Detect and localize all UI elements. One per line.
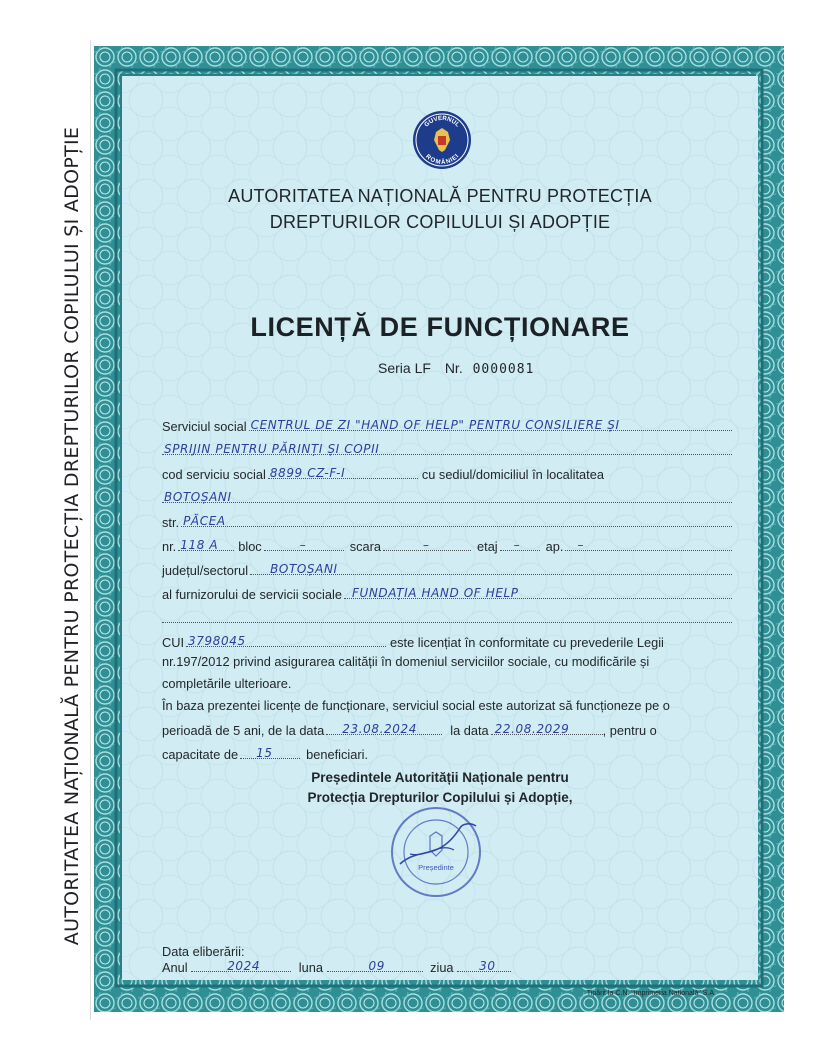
authority-name-line1: AUTORITATEA NAȚIONALĂ PENTRU PROTECȚIA (228, 186, 652, 206)
field-strada (162, 508, 732, 530)
handwritten-cui: 3798045 (188, 634, 246, 648)
handwritten-start-date: 23.08.2024 (342, 722, 417, 736)
field-serviciu-social-cont (162, 436, 732, 458)
period-middle: la data (450, 723, 489, 738)
capacity-suffix: beneficiari. (306, 747, 369, 762)
field-label: cod serviciu social (162, 467, 266, 482)
period-prefix: perioadă de 5 ani, de la data (162, 723, 325, 738)
handwritten-service-name-1: CENTRUL DE ZI "HAND OF HELP" PENTRU CONSILIERE ȘI (250, 418, 620, 432)
field-cui (162, 628, 732, 650)
handwritten-etaj: – (513, 538, 521, 552)
certificate-paper (120, 74, 756, 997)
serial-nr-value: 0000081 (472, 362, 535, 377)
field-furnizor-cont (162, 604, 732, 626)
issue-month-label: luna (298, 960, 323, 975)
field-serviciu-social (162, 412, 732, 434)
government-emblem (412, 110, 472, 170)
field-furnizor (162, 580, 732, 602)
handwritten-day: 30 (479, 959, 496, 973)
field-label: ap. (545, 539, 564, 554)
field-label: cu sediul/domiciliul în localitatea (421, 467, 604, 482)
side-authority-text: AUTORITATEA NAȚIONALĂ PENTRU PROTECȚIA DREPTURILOR COPILULUI ȘI ADOPȚIE (61, 126, 83, 946)
field-label: str. (162, 515, 180, 530)
legal-text (162, 651, 732, 717)
serial-number (378, 360, 534, 377)
field-cod-serviciu (162, 460, 732, 482)
issue-date (162, 960, 582, 980)
field-label: nr. (162, 539, 177, 554)
handwritten-service-name-2: SPRIJIN PENTRU PĂRINȚI ȘI COPII (164, 442, 380, 456)
handwritten-ap: – (577, 538, 585, 552)
serial-label: Seria LF (378, 360, 431, 376)
issue-day-label: ziua (430, 960, 454, 975)
authorization-text: În baza prezentei licențe de funcționare, serviciul social este autorizat să funcționeze pe o (162, 698, 670, 713)
handwritten-street: PĂCEA (183, 514, 226, 528)
license-certificate (94, 46, 784, 1012)
field-label: scara (349, 539, 382, 554)
handwritten-end-date: 22.08.2029 (494, 722, 570, 736)
side-margin (58, 96, 86, 976)
emblem-text-bottom: ROMÂNIEI (424, 152, 461, 167)
period-suffix: , pentru o (602, 723, 657, 738)
field-label: CUI (162, 635, 185, 650)
emblem-text-top: GUVERNUL (423, 114, 461, 129)
cui-statement: este licențiat în conformitate cu prevederile Legii (390, 635, 664, 650)
issue-year-label: Anul (162, 960, 188, 975)
printer-note: Tipărit la C.N. "Imprimeria Națională" S.A. (586, 990, 716, 997)
legal-text-line2: nr.197/2012 privind asigurarea calității în domeniul serviciilor sociale, cu modificările și (162, 654, 650, 669)
official-stamp (390, 806, 482, 898)
field-label: al furnizorului de servicii sociale (162, 587, 342, 602)
field-period (162, 716, 732, 738)
document-title: LICENȚĂ DE FUNCȚIONARE (250, 312, 630, 342)
field-label: județul/sectorul (162, 563, 249, 578)
page-edge-line (90, 40, 91, 1020)
field-judet (162, 556, 732, 578)
field-capacity (162, 740, 732, 762)
handwritten-provider: FUNDAȚIA HAND OF HELP (351, 586, 519, 600)
handwritten-locality: BOTOȘANI (164, 490, 232, 504)
handwritten-number: 118 A (180, 538, 219, 552)
capacity-prefix: capacitate de (162, 747, 239, 762)
serial-nr-label: Nr. (444, 360, 463, 376)
handwritten-county: BOTOȘANI (270, 562, 338, 576)
handwritten-year: 2024 (227, 959, 261, 973)
field-label: etaj (477, 539, 498, 554)
handwritten-service-code: 8899 CZ-F-I (269, 466, 346, 480)
legal-text-line3: completările ulterioare. (162, 676, 292, 691)
field-address-details (162, 532, 732, 554)
handwritten-month: 09 (368, 959, 385, 973)
stamp-text: Președinte (418, 863, 454, 872)
field-label: Serviciul social (162, 419, 247, 434)
authority-name-line2: DREPTURILOR COPILULUI ȘI ADOPȚIE (269, 212, 611, 232)
handwritten-capacity: 15 (256, 746, 273, 760)
field-localitate (162, 484, 732, 506)
handwritten-scara: – (423, 538, 430, 552)
signatory-line1: Președintele Autorității Naționale pentru (311, 770, 569, 785)
issue-date-label: Data eliberării: (162, 944, 245, 959)
handwritten-bloc: – (299, 538, 307, 552)
signatory-line2: Protecția Drepturilor Copilului și Adopție, (307, 790, 573, 805)
field-label: bloc (238, 539, 262, 554)
